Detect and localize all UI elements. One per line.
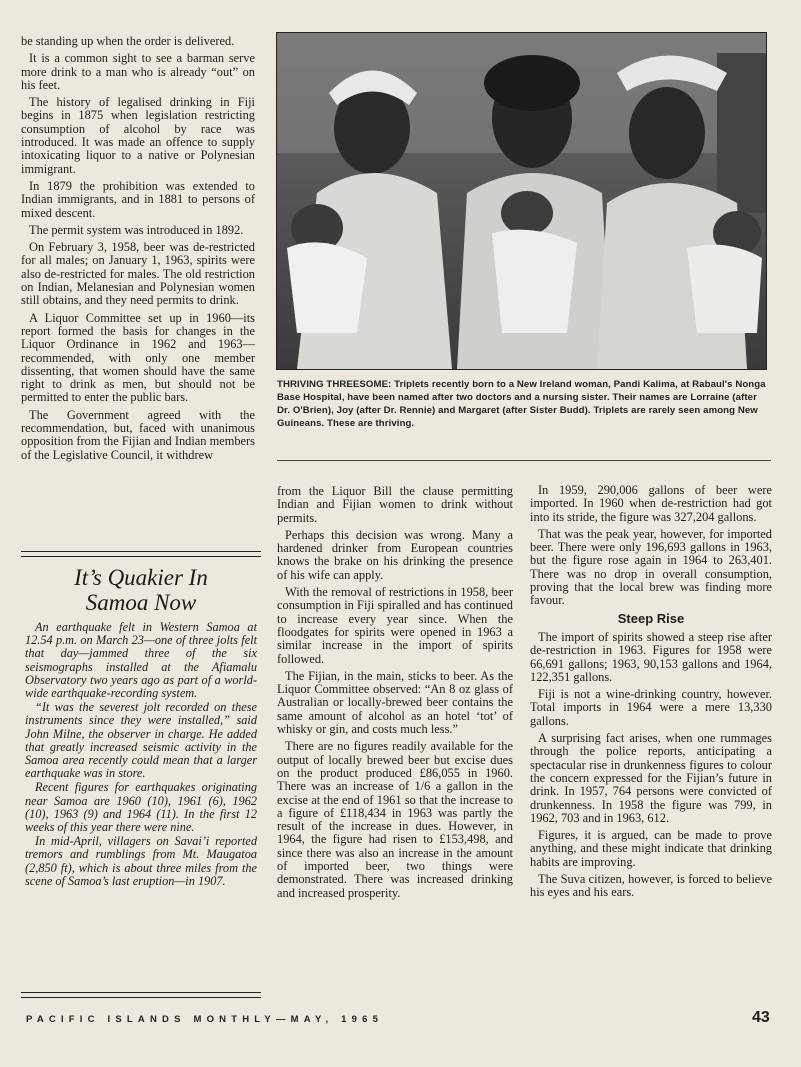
- paragraph: It is a common sight to see a barman serve more drink to a man who is already “out” on his feet.: [21, 51, 255, 92]
- paragraph: A surprising fact arises, when one rummages through the police reports, anticipating a spectacular rise in drunkenness figures to colour the concern expressed for the Fijian’s future in drink. In 1957, 764 persons were convicted of drunkenness. In 1958 the figure was 799, in 1962, 703 and in 1963, 612.: [530, 731, 772, 825]
- paragraph: from the Liquor Bill the clause permitting Indian and Fijian women to drink without permits.: [277, 484, 513, 525]
- box-paragraph: An earthquake felt in Western Samoa at 12.54 p.m. on March 23—one of three jolts felt that day—jammed three of the six seismographs installed at the Afiamalu Observatory two years ago as part of a world-wide earthquake-recording system.: [25, 620, 257, 701]
- box-top-rule: [21, 551, 261, 557]
- paragraph: be standing up when the order is delivered.: [21, 34, 235, 48]
- photo-illustration: [277, 33, 766, 369]
- paragraph: On February 3, 1958, beer was de-restricted for all males; on January 1, 1963, spirits were also de-restricted for males. The old restriction on Indian, Melanesian and Polynesian women still obtains, and they need permits to drink.: [21, 240, 255, 308]
- paragraph: In 1879 the prohibition was extended to Indian immigrants, and in 1881 to persons of mixed descent.: [21, 178, 255, 220]
- article-column-left: [21, 35, 255, 466]
- caption-text: Triplets recently born to a New Ireland woman, Pandi Kalima, at Rabaul's Nonga Base Hospital, have been named after two doctors and a nursing sister. Their names are Lorraine (after Dr. O'Brien), Joy (after Dr. Rennie) and Margaret (after Sister Budd). Triplets are rarely seen among New Guineans. These are thriving.: [277, 379, 766, 429]
- paragraph: Fiji is not a wine-drinking country, however. Total imports in 1964 were a mere 13,330 gallons.: [530, 687, 772, 728]
- box-title-line: Samoa Now: [85, 590, 197, 615]
- sidebar-box: [21, 551, 261, 998]
- paragraph: A Liquor Committee set up in 1960—its report formed the basis for changes in the Liquor Ordinance in 1962 and 1963—recommended, with only one member dissenting, that women should have the same right to drink as men, but should not be permitted to enter the public bars.: [21, 310, 255, 405]
- paragraph: That was the peak year, however, for imported beer. There were only 196,693 gallons in 1963, but the figure rose again in 1964 to 263,401. There was no drop in overall consumption, proving that the local brew was finding more favour.: [530, 526, 772, 608]
- divider: [277, 460, 771, 461]
- caption-lead: THRIVING THREESOME:: [277, 379, 392, 390]
- box-paragraph: In mid-April, villagers on Savai’i reported tremors and rumblings from Mt. Maugatoa (2,850 ft), which is about three miles from the scene of Samoa’s last eruption—in 1907.: [25, 834, 257, 888]
- page-number: 43: [752, 1009, 770, 1026]
- page-footer: PACIFIC ISLANDS MONTHLY—MAY, 1965: [26, 1014, 384, 1025]
- box-title-line: It’s Quakier In: [74, 565, 208, 590]
- paragraph: There are no figures readily available for the output of locally brewed beer but excise dues on the product produced £86,055 in 1960. There was an increase of 1/6 a gallon in the excise at the end of 1961 so that the increase to a figure of £118,434 in 1963 was partly the result of the increase in dues. However, in 1964, the figure had risen to £153,498, and since there was also an increase in the amount of imported beer, two things were demonstrated. There was increased drinking and increased prosperity.: [277, 739, 513, 900]
- box-bottom-rule: [21, 992, 261, 998]
- paragraph: The history of legalised drinking in Fiji begins in 1875 when legislation restricting consumption of alcohol by race was introduced. It was made an offence to supply intoxicating liquor to a native or Polynesian immigrant.: [21, 95, 255, 176]
- box-paragraph: Recent figures for earthquakes originating near Samoa are 1960 (10), 1961 (6), 1962 (10), 1963 (9) and 1964 (11). In the first 12 weeks of this year there were nine.: [25, 780, 257, 835]
- subheading: Steep Rise: [617, 610, 685, 626]
- paragraph: The Fijian, in the main, sticks to beer. As the Liquor Committee observed: “An 8 oz glass of Australian or locally-brewed beer contains the same amount of alcohol as an hotel ‘tot’ of whisky or gin, and costs much less.”: [277, 668, 513, 737]
- photo-caption: [277, 378, 771, 430]
- triplets-photo: [276, 32, 767, 370]
- article-column-middle: [277, 485, 513, 904]
- paragraph: With the removal of restrictions in 1958, beer consumption in Fiji spiralled and has continued to increase every year since. When the floodgates for spirits were opened in 1963 a similar increase in the import of spirits followed.: [277, 585, 513, 666]
- paragraph: The permit system was introduced in 1892.: [29, 222, 244, 237]
- article-column-right: [530, 484, 772, 904]
- paragraph: In 1959, 290,006 gallons of beer were imported. In 1960 when de-restriction had got into its stride, the figure was 327,204 gallons.: [530, 483, 772, 524]
- box-paragraph: “It was the severest jolt recorded on these instruments since they were installed,” said John Milne, the observer in charge. He added that greatly increased seismic activity in the Samoa area recently could mean that a larger earthquake was in store.: [25, 700, 257, 781]
- box-title: [21, 565, 261, 615]
- paragraph: Perhaps this decision was wrong. Many a hardened drinker from European countries knows the brake on his drinking the presence of his wife can apply.: [277, 527, 513, 582]
- paragraph: The Government agreed with the recommendation, but, faced with unanimous opposition from the Fijian and Indian members of the Legislative Council, it withdrew: [21, 407, 256, 462]
- box-body: [21, 621, 261, 888]
- paragraph: Figures, it is argued, can be made to prove anything, and these might indicate that drinking habits are improving.: [530, 828, 772, 869]
- paragraph: The import of spirits showed a steep rise after de-restriction in 1963. Figures for 1958 were 66,691 gallons; 1963, 90,153 gallons and 1964, 122,351 gallons.: [530, 629, 772, 684]
- paragraph: The Suva citizen, however, is forced to believe his eyes and his ears.: [530, 872, 772, 900]
